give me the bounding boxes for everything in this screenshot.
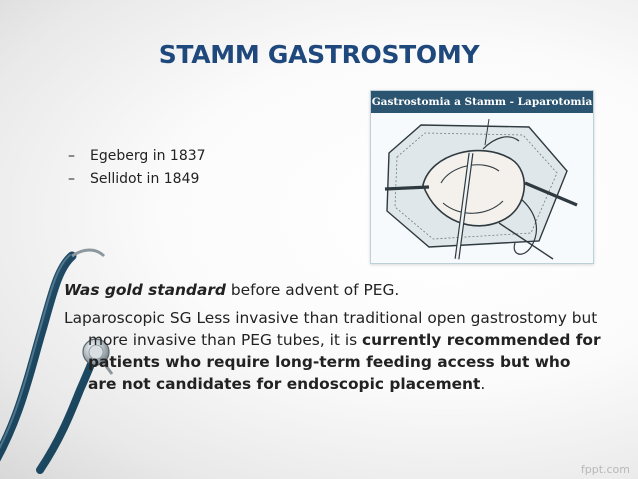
slide-title: STAMM GASTROSTOMY — [158, 40, 480, 69]
surgical-illustration — [370, 90, 594, 264]
gold-standard-rest: before advent of PEG. — [225, 281, 400, 299]
bullet-item — [68, 171, 206, 187]
bullet-dash: – — [68, 148, 75, 164]
bullet-list — [68, 148, 206, 194]
paragraph-laparoscopic — [64, 307, 604, 395]
paragraph-gold-standard — [64, 279, 604, 301]
laparoscopic-text: Laparoscopic SG Less invasive than traditional open gastrostomy but more invasive than PEG tubes, it is — [64, 309, 598, 349]
recommendation-text: currently recommended for patients who require long-term feeding access but who are not candidates for endoscopic placement — [88, 331, 601, 393]
bullet-text: Egeberg in 1837 — [90, 148, 206, 164]
illustration-caption: Gastrostomia a Stamm - Laparotomia — [371, 91, 593, 113]
bullet-dash: – — [68, 171, 75, 187]
gold-standard-emphasis: Was gold standard — [64, 281, 226, 299]
paragraph-end: . — [480, 375, 486, 393]
footer-watermark: fppt.com — [580, 463, 630, 476]
stomach-drawing — [371, 113, 593, 263]
bullet-item — [68, 148, 206, 164]
body-text — [64, 279, 604, 401]
bullet-text: Sellidot in 1849 — [90, 171, 200, 187]
